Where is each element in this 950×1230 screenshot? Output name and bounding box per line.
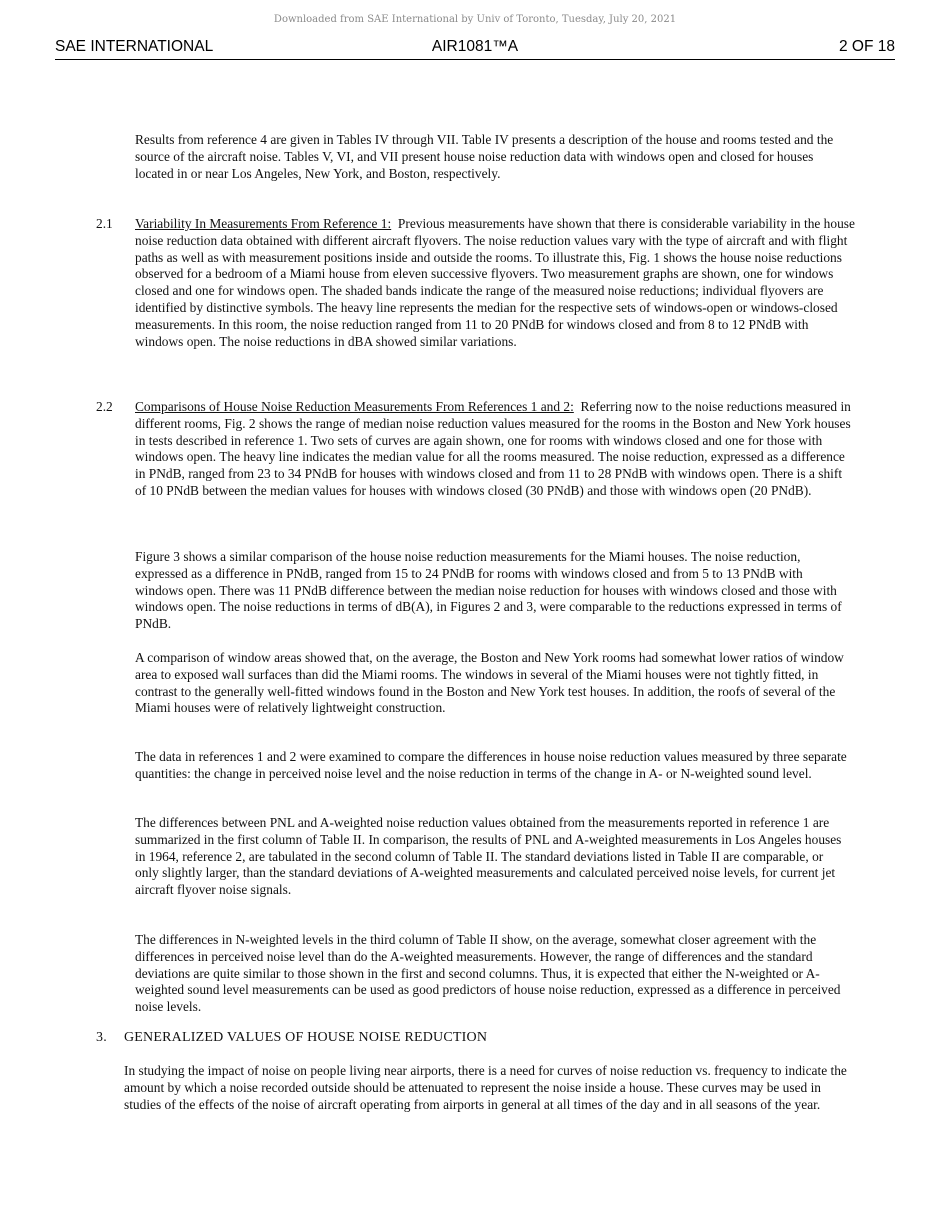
section-title: Comparisons of House Noise Reduction Measurements From References 1 and 2:: [135, 399, 574, 414]
section-body: [135, 399, 856, 500]
paragraph: Figure 3 shows a similar comparison of the house noise reduction measurements for the Miami houses. The noise reduction, expressed as a difference in PNdB, ranged from 15 to 24 PNdB for rooms with windows closed and from 5 to 13 PNdB with windows open. There was 11 PNdB difference between the median noise reduction for houses with windows closed and those with windows open. The noise reductions in terms of dB(A), in Figures 2 and 3, were comparable to the reductions expressed in terms of PNdB.: [135, 549, 842, 632]
section-2-2: [96, 399, 856, 539]
publisher-name: SAE INTERNATIONAL: [55, 38, 214, 55]
paragraph: A comparison of window areas showed that, on the average, the Boston and New York rooms had somewhat lower ratios of window area to exposed wall surfaces than did the Miami rooms. The windows in several of the Miami houses were not tightly fitted, in contrast to the generally well-fitted windows found in the Boston and New York test houses. In addition, the roofs of several of the Miami houses were of relatively lightweight construction.: [135, 650, 844, 716]
section-3-heading: [96, 1030, 856, 1050]
section-body: [135, 216, 856, 350]
page-header: [55, 38, 895, 60]
document-id: AIR1081™A: [431, 38, 519, 55]
section-number: 2.2: [96, 399, 113, 414]
paragraph: The differences in N-weighted levels in the third column of Table II show, on the average, somewhat closer agreement with the differences in perceived noise level than do the A-weighted measurements. However, the range of differences and the standard deviations are quite similar to those shown in the first and second columns. Thus, it is expected that either the N-weighted or A-weighted sound level measurements can be used as good predictors of house noise reduction, expressed as a difference in perceived noise levels.: [135, 932, 841, 1015]
section-3-paragraph: In studying the impact of noise on people living near airports, there is a need for curves of noise reduction vs. frequency to indicate the amount by which a noise recorded outside should be attenuated to represent the noise inside a house. These curves may be used in studies of the effects of the noise of aircraft operating from airports in general at all times of the day and in all seasons of the year.: [124, 1063, 847, 1112]
download-note: Downloaded from SAE International by Univ of Toronto, Tuesday, July 20, 2021: [273, 14, 677, 25]
section-text: Previous measurements have shown that there is considerable variability in the house noise reduction data obtained with different aircraft flyovers. The noise reduction values vary with the type of aircraft and with flight paths as well as with measurement positions inside and outside the rooms. To illustrate this, Fig. 1 shows the house noise reductions observed for a bedroom of a Miami house from eleven successive flyovers. Two measurement graphs are shown, one for windows closed and one for windows open. The shaded bands indicate the range of the measured noise reductions; individual flyovers are identified by distinctive symbols. The heavy line represents the median for the respective sets of windows-open or windows-closed measurements. In this room, the noise reduction ranged from 11 to 20 PNdB for windows closed and from 8 to 12 PNdB with windows open. The noise reductions in dBA showed similar variations.: [135, 216, 855, 349]
section-2-1: [96, 216, 856, 386]
section-title: Variability In Measurements From Reference 1:: [135, 216, 392, 231]
intro-paragraph: Results from reference 4 are given in Tables IV through VII. Table IV presents a description of the house and rooms tested and the source of the aircraft noise. Tables V, VI, and VII present house noise reduction data with windows open and closed for houses located in or near Los Angeles, New York, and Boston, respectively.: [135, 132, 834, 181]
section-text: Referring now to the noise reductions measured in different rooms, Fig. 2 shows the range of median noise reduction values measured for the rooms in the Boston and New York houses in tests described in reference 1. Two sets of curves are again shown, one for rooms with windows closed and one for those with windows open. The heavy line indicates the median value for all the rooms measured. The noise reduction, expressed as a difference in PNdB, ranged from 23 to 34 PNdB for houses with windows closed and from 11 to 28 PNdB with windows open. There is a shift of 10 PNdB between the median values for houses with windows closed (30 PNdB) and those with windows open (20 PNdB).: [135, 399, 851, 498]
section-number: 2.1: [96, 216, 113, 231]
paragraph: The data in references 1 and 2 were examined to compare the differences in house noise reduction values measured by three separate quantities: the change in perceived noise level and the noise reduction in terms of the change in A- or N-weighted sound level.: [135, 749, 847, 781]
section-number: 3.: [96, 1030, 107, 1045]
paragraph: The differences between PNL and A-weighted noise reduction values obtained from the measurements reported in reference 1 are summarized in the first column of Table II. In comparison, the results of PNL and A-weighted measurements in Los Angeles houses in 1964, reference 2, are tabulated in the second column of Table II. The standard deviations listed in Table II are comparable, or only slightly larger, than the standard deviations of A-weighted measurements and calculated perceived noise levels, for current jet aircraft flyover noise signals.: [135, 815, 842, 898]
section-title: GENERALIZED VALUES OF HOUSE NOISE REDUCTION: [124, 1030, 488, 1045]
page-number: 2 OF 18: [839, 38, 895, 55]
